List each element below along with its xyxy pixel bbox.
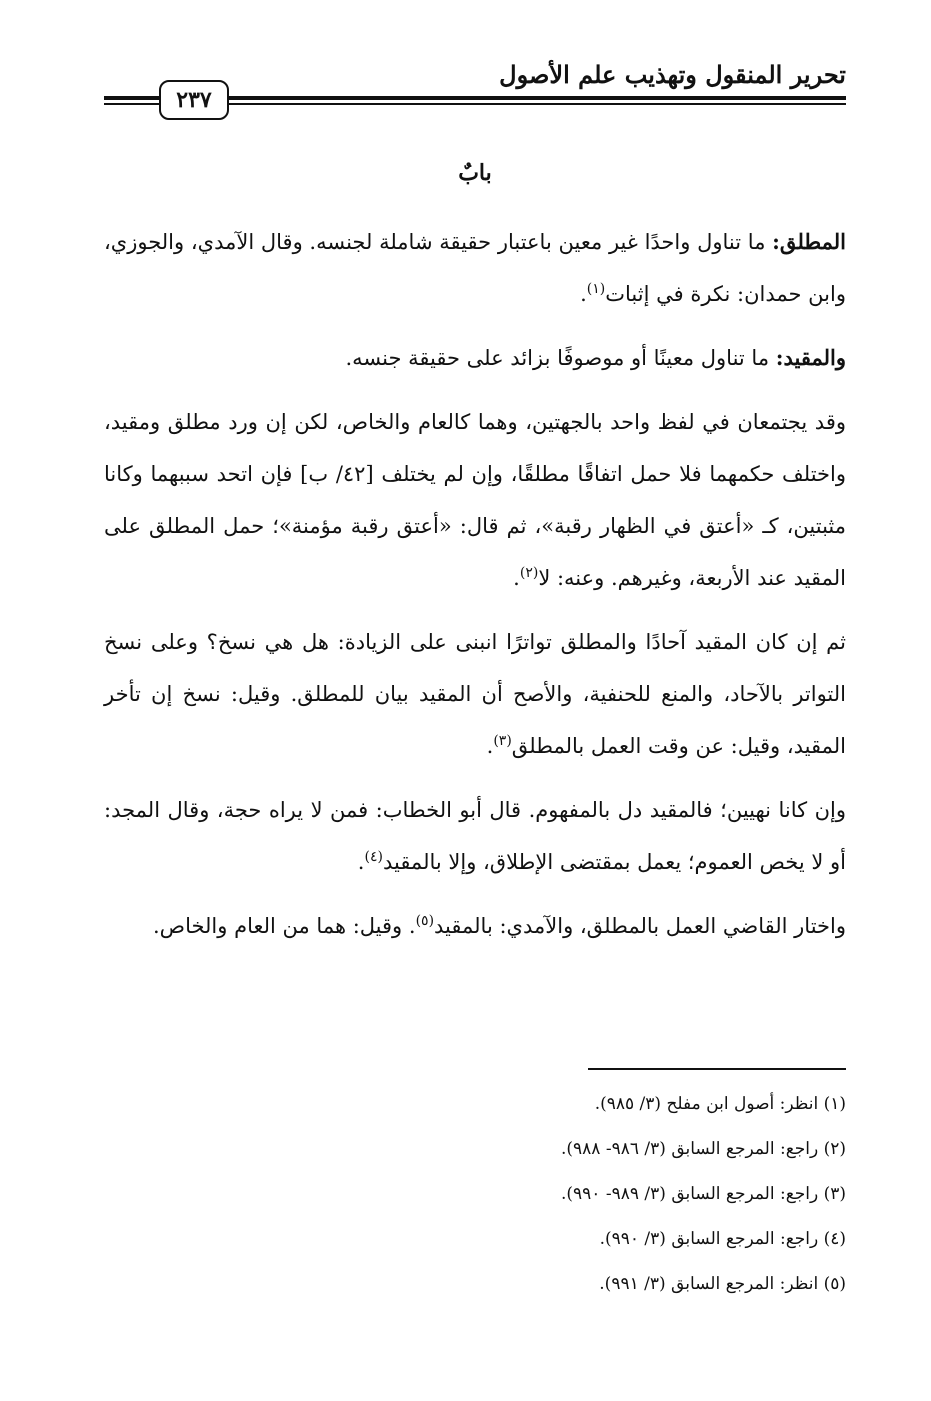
footnote-item: (٣) راجع: المرجع السابق (٣/ ٩٨٩- ٩٩٠). bbox=[561, 1184, 846, 1204]
footnotes-list bbox=[346, 1082, 846, 1307]
footnote-ref: (١) bbox=[586, 281, 606, 297]
paragraph-text: وقد يجتمعان في لفظ واحد بالجهتين، وهما كالعام والخاص، لكن إن ورد مطلق ومقيد، واختلف حكمهما فلا حمل اتفاقًا مطلقًا، وإن لم يختلف [٤٢/ ب] فإن اتحد سببهما وكانا مثبتين، كـ «أعتق في الظهار رقبة»، ثم قال: «أعتق رقبة مؤمنة»؛ حمل المطلق على المقيد عند الأربعة، وغيرهم. وعنه: لا bbox=[104, 410, 846, 590]
paragraph-ijtima bbox=[104, 396, 846, 604]
footnote-ref: (٣) bbox=[493, 733, 512, 749]
term-label: المطلق: bbox=[772, 229, 846, 254]
paragraph-tail: . وقيل: هما من العام والخاص. bbox=[153, 914, 416, 938]
paragraph-tail: . bbox=[580, 282, 587, 306]
paragraph-tail: . bbox=[486, 734, 494, 758]
footnote-item: (٢) راجع: المرجع السابق (٣/ ٩٨٦- ٩٨٨). bbox=[561, 1139, 846, 1159]
paragraph-text: ما تناول معينًا أو موصوفًا بزائد على حقيقة جنسه. bbox=[345, 346, 776, 370]
paragraph-tail: . bbox=[357, 850, 365, 874]
footnote-ref: (٢) bbox=[519, 565, 539, 581]
footnote-ref: (٥) bbox=[415, 913, 435, 929]
page-number: ٢٣٧ bbox=[159, 80, 229, 120]
running-title: تحرير المنقول وتهذيب علم الأصول bbox=[499, 60, 846, 89]
paragraph-text: ما تناول واحدًا غير معين باعتبار حقيقة شاملة لجنسه. وقال الآمدي، والجوزي، وابن حمدان: نكرة في إثبات bbox=[104, 230, 846, 306]
main-text bbox=[104, 160, 846, 964]
footnote-ref: (٤) bbox=[364, 849, 383, 865]
chapter-title: بابٌ bbox=[458, 160, 492, 186]
paragraph-tail: . bbox=[513, 566, 520, 590]
footnote-separator bbox=[588, 1068, 846, 1070]
paragraph-text: ثم إن كان المقيد آحادًا والمطلق تواترًا انبنى على الزيادة: هل هي نسخ؟ وعلى نسخ التواتر بالآحاد، والمنع للحنفية، والأصح أن المقيد بيان للمطلق. وقيل: نسخ إن تأخر المقيد، وقيل: عن وقت العمل بالمطلق bbox=[104, 630, 846, 758]
footnote-item: (٥) انظر: المرجع السابق (٣/ ٩٩١). bbox=[599, 1274, 846, 1294]
footnote-item: (١) انظر: أصول ابن مفلح (٣/ ٩٨٥). bbox=[594, 1094, 846, 1114]
paragraph-qadi bbox=[104, 900, 846, 952]
paragraph-ahad bbox=[104, 616, 846, 772]
paragraph-muqayyad bbox=[104, 332, 846, 384]
paragraph-nahyayn bbox=[104, 784, 846, 888]
page-header bbox=[104, 52, 846, 122]
footnote-item: (٤) راجع: المرجع السابق (٣/ ٩٩٠). bbox=[599, 1229, 846, 1249]
paragraph-text: واختار القاضي العمل بالمطلق، والآمدي: بالمقيد bbox=[434, 914, 846, 938]
paragraph-text: وإن كانا نهيين؛ فالمقيد دل بالمفهوم. قال أبو الخطاب: فمن لا يراه حجة، وقال المجد: أو لا يخص العموم؛ يعمل بمقتضى الإطلاق، وإلا بالمقيد bbox=[104, 798, 846, 874]
term-label: والمقيد: bbox=[775, 345, 846, 370]
paragraph-mutlaq bbox=[104, 216, 846, 320]
